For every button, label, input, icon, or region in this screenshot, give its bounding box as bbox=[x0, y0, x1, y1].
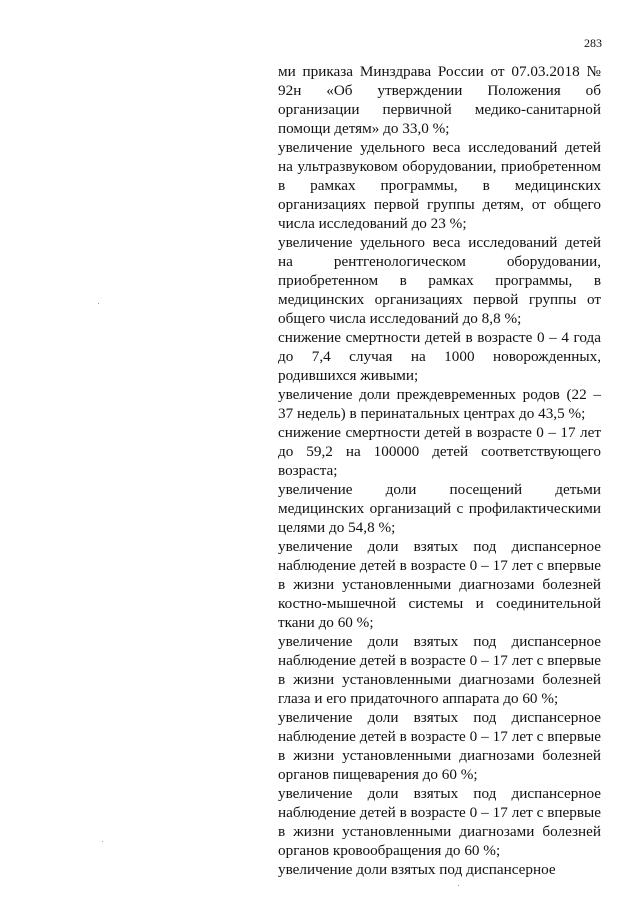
page-body bbox=[278, 62, 601, 879]
scan-speck bbox=[102, 841, 103, 842]
paragraph: увеличение удельного веса исследований детей на ультразвуковом оборудовании, приобретенном в рамках программы, в медицинских организациях первой группы детям, от общего числа исследований до 23 %; bbox=[278, 139, 601, 232]
paragraph: увеличение доли взятых под диспансерное наблюдение детей в возрасте 0 – 17 лет с впервые в жизни установленными диагнозами болезней органов пищеварения до 60 %; bbox=[278, 709, 601, 783]
page-number: 283 bbox=[584, 36, 602, 50]
paragraph: увеличение доли взятых под диспансерное наблюдение детей в возрасте 0 – 17 лет с впервые в жизни установленными диагнозами болезней костно-мышечной системы и соединительной ткани до 60 %; bbox=[278, 538, 601, 631]
paragraph: увеличение удельного веса исследований детей на рентгенологическом оборудовании, приобретенном в рамках программы, в медицинских организациях первой группы от общего числа исследований до 8,8 %; bbox=[278, 234, 601, 327]
paragraph: снижение смертности детей в возрасте 0 – 17 лет до 59,2 на 100000 детей соответствующего возраста; bbox=[278, 424, 601, 479]
paragraph: увеличение доли посещений детьми медицинских организаций с профилактическими целями до 54,8 %; bbox=[278, 481, 601, 536]
paragraph: увеличение доли взятых под диспансерное bbox=[278, 861, 556, 878]
scan-speck bbox=[458, 885, 459, 886]
paragraph: увеличение доли взятых под диспансерное наблюдение детей в возрасте 0 – 17 лет с впервые в жизни установленными диагнозами болезней глаза и его придаточного аппарата до 60 %; bbox=[278, 633, 601, 707]
paragraph: увеличение доли преждевременных родов (22 – 37 недель) в перинатальных центрах до 43,5 %; bbox=[278, 386, 601, 422]
scan-speck bbox=[98, 303, 99, 304]
paragraph: ми приказа Минздрава России от 07.03.2018 № 92н «Об утверждении Положения об организации первичной медико-санитарной помощи детям» до 33,0 %; bbox=[278, 63, 601, 137]
paragraph: снижение смертности детей в возрасте 0 – 4 года до 7,4 случая на 1000 новорожденных, родившихся живыми; bbox=[278, 329, 601, 384]
paragraph: увеличение доли взятых под диспансерное наблюдение детей в возрасте 0 – 17 лет с впервые в жизни установленными диагнозами болезней органов кровообращения до 60 %; bbox=[278, 785, 601, 859]
